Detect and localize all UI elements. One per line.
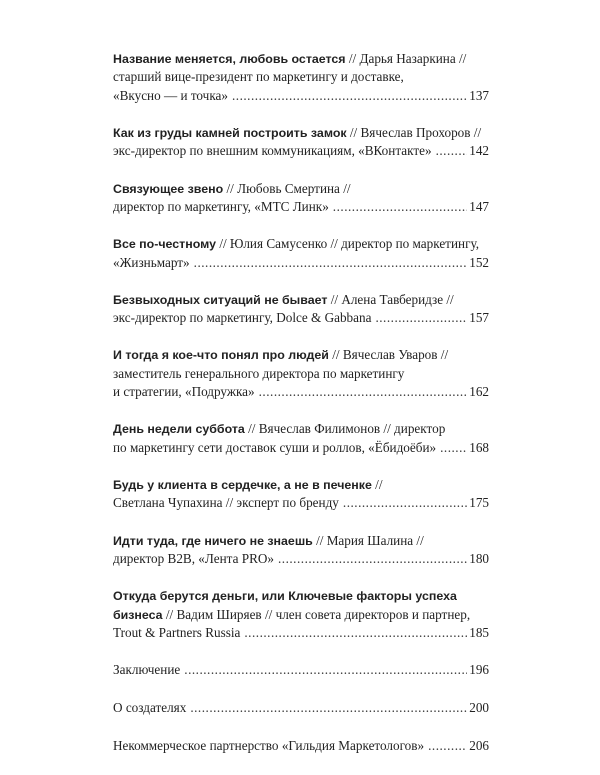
chapter-author: // Вячеслав Филимонов // директор — [244, 421, 446, 437]
chapter-title: Идти туда, где ничего не знаешь — [113, 533, 313, 548]
chapter-author-role: Светлана Чупахина // эксперт по бренду — [113, 495, 339, 511]
chapter-author-role: экс-директор по маркетингу, Dolce & Gabbana — [113, 310, 372, 326]
toc-entry[interactable] — [113, 737, 489, 755]
toc-entry-line — [113, 291, 489, 309]
page-number: 200 — [469, 700, 489, 716]
dot-leader — [259, 383, 468, 401]
chapter-author: // — [371, 477, 383, 493]
chapter-title: Как из груды камней построить замок — [113, 126, 347, 141]
toc-entry[interactable] — [113, 587, 489, 642]
chapter-title: И тогда я кое-что понял про людей — [113, 348, 329, 363]
table-of-contents — [113, 50, 489, 775]
section-label: Некоммерческое партнерство «Гильдия Маркетологов» — [113, 738, 425, 754]
toc-entry-line — [113, 494, 489, 512]
toc-entry-line — [113, 180, 489, 198]
toc-entry-line — [113, 87, 489, 105]
toc-entry[interactable] — [113, 532, 489, 569]
toc-entry[interactable] — [113, 124, 489, 161]
page-number: 168 — [469, 439, 489, 455]
toc-entry-line — [113, 309, 489, 327]
chapter-author-role: и стратегии, «Подружка» — [113, 384, 255, 400]
dot-leader — [333, 198, 467, 216]
toc-entry-line — [113, 737, 489, 755]
chapter-title: Откуда берутся деньги, или Ключевые факторы успеха — [113, 589, 457, 604]
toc-entry-line — [113, 532, 489, 550]
page-number: 185 — [469, 625, 489, 641]
dot-leader — [184, 661, 467, 679]
chapter-author-role: Trout & Partners Russia — [113, 625, 241, 641]
dot-leader — [436, 142, 468, 160]
toc-entry[interactable] — [113, 420, 489, 457]
toc-entry-line — [113, 439, 489, 457]
dot-leader — [232, 87, 467, 105]
chapter-author: // Алена Тавберидзе // — [327, 291, 454, 307]
chapter-title: Связующее звено — [113, 181, 224, 196]
chapter-author-role: экс-директор по внешним коммуникациям, «ВКонтакте» — [113, 143, 432, 159]
chapter-title: Безвыходных ситуаций не бывает — [113, 292, 328, 307]
chapter-author-role: «Жизньмарт» — [113, 254, 190, 270]
page-number: 175 — [469, 495, 489, 511]
section-label: О создателях — [113, 700, 187, 716]
chapter-author: // Дарья Назаркина // — [345, 51, 467, 66]
chapter-author-role: по маркетингу сети доставок суши и роллов, «Ёбидоёби» — [113, 439, 437, 455]
page-number: 137 — [469, 87, 489, 103]
page-number: 157 — [469, 310, 489, 326]
chapter-author: // Вячеслав Уваров // — [328, 347, 449, 363]
page-number: 162 — [469, 384, 489, 400]
dot-leader — [190, 699, 467, 717]
chapter-author-role: директор по маркетингу, «МТС Линк» — [113, 199, 329, 215]
toc-entry[interactable] — [113, 661, 489, 679]
dot-leader — [278, 550, 467, 568]
chapter-author: // Юлия Самусенко // директор по маркетингу, — [216, 236, 480, 252]
chapter-title: Все по-честному — [113, 237, 217, 252]
toc-entry-line: старший вице-президент по маркетингу и доставке, — [113, 69, 404, 85]
toc-entry-line — [113, 383, 489, 401]
dot-leader — [428, 737, 467, 755]
toc-entry-line — [113, 606, 489, 624]
chapter-title: Название меняется, любовь остается — [113, 52, 346, 66]
toc-entry[interactable] — [113, 50, 489, 105]
toc-entry-line — [113, 124, 489, 142]
toc-entry-line — [113, 699, 489, 717]
toc-entry-line — [113, 476, 489, 494]
dot-leader — [440, 439, 467, 457]
chapter-title-continued: бизнеса — [113, 607, 163, 622]
toc-entry-line — [113, 198, 489, 216]
chapter-author: // Вадим Ширяев // член совета директоров и партнер, — [162, 606, 471, 622]
dot-leader — [194, 254, 468, 272]
toc-entry-line — [113, 235, 489, 253]
toc-entry-line — [113, 142, 489, 160]
toc-entry[interactable] — [113, 180, 489, 217]
page-number: 147 — [469, 199, 489, 215]
chapter-author: // Любовь Смертина // — [223, 180, 351, 196]
page-number: 206 — [469, 738, 489, 754]
page-number: 142 — [469, 143, 489, 159]
dot-leader — [375, 309, 467, 327]
chapter-title: Будь у клиента в сердечке, а не в печенке — [113, 478, 372, 493]
toc-entry-line — [113, 346, 489, 364]
chapter-author: // Мария Шалина // — [312, 532, 424, 548]
toc-entry[interactable] — [113, 699, 489, 717]
page-number: 152 — [469, 254, 489, 270]
chapter-author-role: директор B2B, «Лента PRO» — [113, 551, 274, 567]
chapter-author: // Вячеслав Прохоров // — [346, 125, 482, 141]
toc-entry-line — [113, 50, 489, 68]
toc-entry-line — [113, 550, 489, 568]
toc-entry-line: заместитель генерального директора по маркетингу — [113, 365, 405, 381]
section-label: Заключение — [113, 662, 181, 678]
dot-leader — [244, 624, 467, 642]
toc-entry[interactable] — [113, 346, 489, 401]
page-number: 196 — [469, 662, 489, 678]
toc-entry[interactable] — [113, 235, 489, 272]
toc-entry-line — [113, 420, 489, 438]
dot-leader — [343, 494, 467, 512]
toc-entry-line — [113, 254, 489, 272]
toc-entry[interactable] — [113, 476, 489, 513]
toc-entry-line — [113, 624, 489, 642]
page-number: 180 — [469, 551, 489, 567]
toc-entry[interactable] — [113, 291, 489, 328]
chapter-author-role: «Вкусно — и точка» — [113, 87, 228, 103]
toc-entry-line — [113, 661, 489, 679]
chapter-title: День недели суббота — [113, 422, 245, 437]
